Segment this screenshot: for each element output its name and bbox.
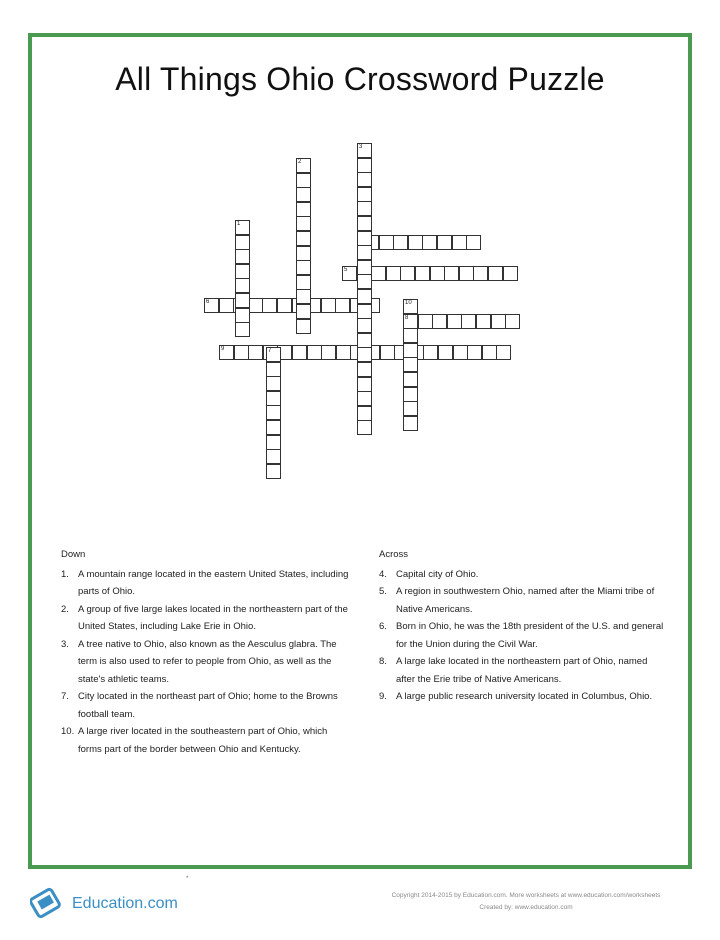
crossword-cell[interactable] <box>266 449 281 464</box>
clue-number: 2. <box>61 603 69 615</box>
crossword-cell[interactable] <box>432 314 447 329</box>
crossword-cell[interactable] <box>357 231 372 246</box>
crossword-cell[interactable] <box>357 216 372 231</box>
crossword-cell[interactable] <box>357 158 372 173</box>
crossword-cell[interactable] <box>403 314 418 329</box>
crossword-cell[interactable] <box>296 231 311 246</box>
crossword-cell[interactable] <box>357 377 372 392</box>
crossword-grid <box>32 37 688 497</box>
down-clues <box>61 546 351 758</box>
crossword-cell[interactable] <box>234 345 249 360</box>
crossword-cell[interactable] <box>266 391 281 406</box>
crossword-cell[interactable] <box>357 318 372 333</box>
crossword-cell[interactable] <box>371 266 386 281</box>
crossword-cell[interactable] <box>336 345 351 360</box>
crossword-cell[interactable] <box>219 298 234 313</box>
cell-number: 7 <box>268 348 272 354</box>
crossword-cell[interactable] <box>438 345 453 360</box>
crossword-cell[interactable] <box>437 235 452 250</box>
crossword-cell[interactable] <box>357 289 372 304</box>
across-clue <box>379 583 669 618</box>
crossword-cell[interactable] <box>423 345 438 360</box>
crossword-cell[interactable] <box>357 304 372 319</box>
crossword-cell[interactable] <box>393 235 408 250</box>
crossword-cell[interactable] <box>357 201 372 216</box>
clue-number: 9. <box>379 691 387 702</box>
crossword-cell[interactable] <box>307 345 322 360</box>
crossword-cell[interactable] <box>235 278 250 293</box>
cell-number: 5 <box>344 267 348 273</box>
crossword-cell[interactable] <box>296 260 311 275</box>
crossword-cell[interactable] <box>321 298 336 313</box>
crossword-cell[interactable] <box>430 266 445 281</box>
crossword-cell[interactable] <box>296 275 311 290</box>
crossword-cell[interactable] <box>379 235 394 250</box>
clue-text: A region in southwestern Ohio, named after the Miami tribe of Native Americans. <box>396 586 655 615</box>
crossword-cell[interactable] <box>266 347 281 362</box>
crossword-cell[interactable] <box>262 298 277 313</box>
across-clues <box>379 546 669 706</box>
clue-number: 5. <box>379 586 387 597</box>
crossword-cell[interactable] <box>418 314 433 329</box>
crossword-cell[interactable] <box>403 299 418 314</box>
crossword-cell[interactable] <box>248 298 263 313</box>
crossword-cell[interactable] <box>342 266 357 281</box>
crossword-cell[interactable] <box>491 314 506 329</box>
crossword-cell[interactable] <box>235 308 250 323</box>
clue-text: A large river located in the southeastern part of Ohio, which forms part of the border between Ohio and Kentucky. <box>78 726 328 755</box>
crossword-cell[interactable] <box>380 345 395 360</box>
crossword-cell[interactable] <box>403 416 418 431</box>
brand-name: Education.com <box>72 895 178 912</box>
copyright-line: Copyright 2014-2015 by Education.com. More worksheets at www.education.com/worksheets <box>391 892 661 899</box>
crossword-cell[interactable] <box>403 328 418 343</box>
crossword-cell[interactable] <box>248 345 263 360</box>
crossword-cell[interactable] <box>357 187 372 202</box>
crossword-cell[interactable] <box>235 293 250 308</box>
down-clue <box>61 601 351 636</box>
education-logo[interactable] <box>30 884 178 924</box>
copyright-note <box>376 890 676 914</box>
credit-line: Created by: www.education.com <box>479 904 573 911</box>
cell-number: 6 <box>206 299 210 305</box>
cell-number: 2 <box>298 159 302 165</box>
crossword-cell[interactable] <box>461 314 476 329</box>
cell-number: 3 <box>359 144 363 150</box>
pencil-logo-icon <box>30 887 66 921</box>
clue-text: Born in Ohio, he was the 18th president of the U.S. and general for the Union during the Civil War. <box>396 621 664 650</box>
crossword-cell[interactable] <box>357 172 372 187</box>
crossword-cell[interactable] <box>296 202 311 217</box>
crossword-cell[interactable] <box>444 266 459 281</box>
crossword-cell[interactable] <box>403 387 418 402</box>
crossword-cell[interactable] <box>357 333 372 348</box>
crossword-cell[interactable] <box>296 173 311 188</box>
crossword-cell[interactable] <box>403 372 418 387</box>
cell-number: 8 <box>405 315 409 321</box>
clue-text: A mountain range located in the eastern United States, including parts of Ohio. <box>78 568 349 597</box>
worksheet-frame <box>28 33 692 869</box>
crossword-cell[interactable] <box>357 274 372 289</box>
crossword-cell[interactable] <box>277 298 292 313</box>
crossword-cell[interactable] <box>219 345 234 360</box>
clue-number: 10. <box>61 726 75 737</box>
crossword-cell[interactable] <box>488 266 503 281</box>
crossword-cell[interactable] <box>235 235 250 250</box>
down-clue <box>61 566 351 601</box>
page-marker: * <box>186 876 189 882</box>
crossword-cell[interactable] <box>357 406 372 421</box>
crossword-cell[interactable] <box>476 314 491 329</box>
crossword-cell[interactable] <box>296 187 311 202</box>
crossword-cell[interactable] <box>335 298 350 313</box>
down-heading: Down <box>61 549 86 560</box>
crossword-cell[interactable] <box>403 401 418 416</box>
crossword-cell[interactable] <box>357 260 372 275</box>
clue-text: A large public research university located in Columbus, Ohio. <box>396 691 653 702</box>
down-clue-list <box>61 566 351 759</box>
clue-number: 1. <box>61 568 69 580</box>
crossword-cell[interactable] <box>266 420 281 435</box>
crossword-cell[interactable] <box>296 304 311 319</box>
crossword-cell[interactable] <box>296 289 311 304</box>
clue-text: A tree native to Ohio, also known as the Aesculus glabra. The term is also used to refer to people from Ohio, as well as the state's athletic teams. <box>78 638 337 685</box>
crossword-cell[interactable] <box>357 391 372 406</box>
clue-text: City located in the northeast part of Ohio; home to the Browns football team. <box>78 691 338 720</box>
crossword-cell[interactable] <box>266 376 281 391</box>
crossword-cell[interactable] <box>466 235 481 250</box>
crossword-cell[interactable] <box>296 216 311 231</box>
crossword-cell[interactable] <box>467 345 482 360</box>
across-clue <box>379 618 669 653</box>
crossword-cell[interactable] <box>266 435 281 450</box>
crossword-cell[interactable] <box>266 362 281 377</box>
crossword-cell[interactable] <box>357 347 372 362</box>
crossword-cell[interactable] <box>505 314 520 329</box>
crossword-cell[interactable] <box>447 314 462 329</box>
crossword-cell[interactable] <box>296 319 311 334</box>
crossword-cell[interactable] <box>204 298 219 313</box>
across-clue <box>379 653 669 688</box>
crossword-cell[interactable] <box>296 246 311 261</box>
crossword-cell[interactable] <box>452 235 467 250</box>
crossword-cell[interactable] <box>386 266 401 281</box>
crossword-cell[interactable] <box>453 345 468 360</box>
clue-text: A group of five large lakes located in the northeastern part of the United States, including Lake Erie in Ohio. <box>78 603 348 632</box>
crossword-cell[interactable] <box>357 245 372 260</box>
crossword-cell[interactable] <box>400 266 415 281</box>
crossword-cell[interactable] <box>266 464 281 479</box>
cell-number: 10 <box>405 300 412 306</box>
down-clue <box>61 636 351 689</box>
crossword-cell[interactable] <box>292 345 307 360</box>
crossword-cell[interactable] <box>403 357 418 372</box>
crossword-cell[interactable] <box>266 405 281 420</box>
crossword-cell[interactable] <box>357 362 372 377</box>
crossword-cell[interactable] <box>482 345 497 360</box>
clue-number: 6. <box>379 621 387 632</box>
crossword-cell[interactable] <box>503 266 518 281</box>
page-title: All Things Ohio Crossword Puzzle <box>115 61 605 97</box>
clue-number: 7. <box>61 691 69 702</box>
clue-number: 8. <box>379 656 387 667</box>
clue-number: 4. <box>379 568 387 580</box>
down-clue <box>61 723 351 758</box>
crossword-cell[interactable] <box>459 266 474 281</box>
clue-text: Capital city of Ohio. <box>396 568 479 580</box>
crossword-cell[interactable] <box>473 266 488 281</box>
crossword-cell[interactable] <box>422 235 437 250</box>
across-clue <box>379 688 669 706</box>
cell-number: 1 <box>237 221 241 227</box>
across-clue <box>379 566 669 584</box>
across-heading: Across <box>379 549 409 560</box>
down-clue <box>61 688 351 723</box>
crossword-cell[interactable] <box>408 235 423 250</box>
across-clue-list <box>379 566 669 706</box>
crossword-cell[interactable] <box>235 249 250 264</box>
crossword-cell[interactable] <box>357 143 372 158</box>
clue-text: A large lake located in the northeastern part of Ohio, named after the Erie tribe of Native Americans. <box>396 656 648 685</box>
crossword-cell[interactable] <box>296 158 311 173</box>
cell-number: 9 <box>221 346 225 352</box>
crossword-cell[interactable] <box>357 420 372 435</box>
crossword-cell[interactable] <box>496 345 511 360</box>
crossword-cell[interactable] <box>235 220 250 235</box>
crossword-cell[interactable] <box>415 266 430 281</box>
clue-number: 3. <box>61 638 69 650</box>
crossword-cell[interactable] <box>235 322 250 337</box>
crossword-cell[interactable] <box>403 343 418 358</box>
crossword-cell[interactable] <box>321 345 336 360</box>
crossword-cell[interactable] <box>235 264 250 279</box>
